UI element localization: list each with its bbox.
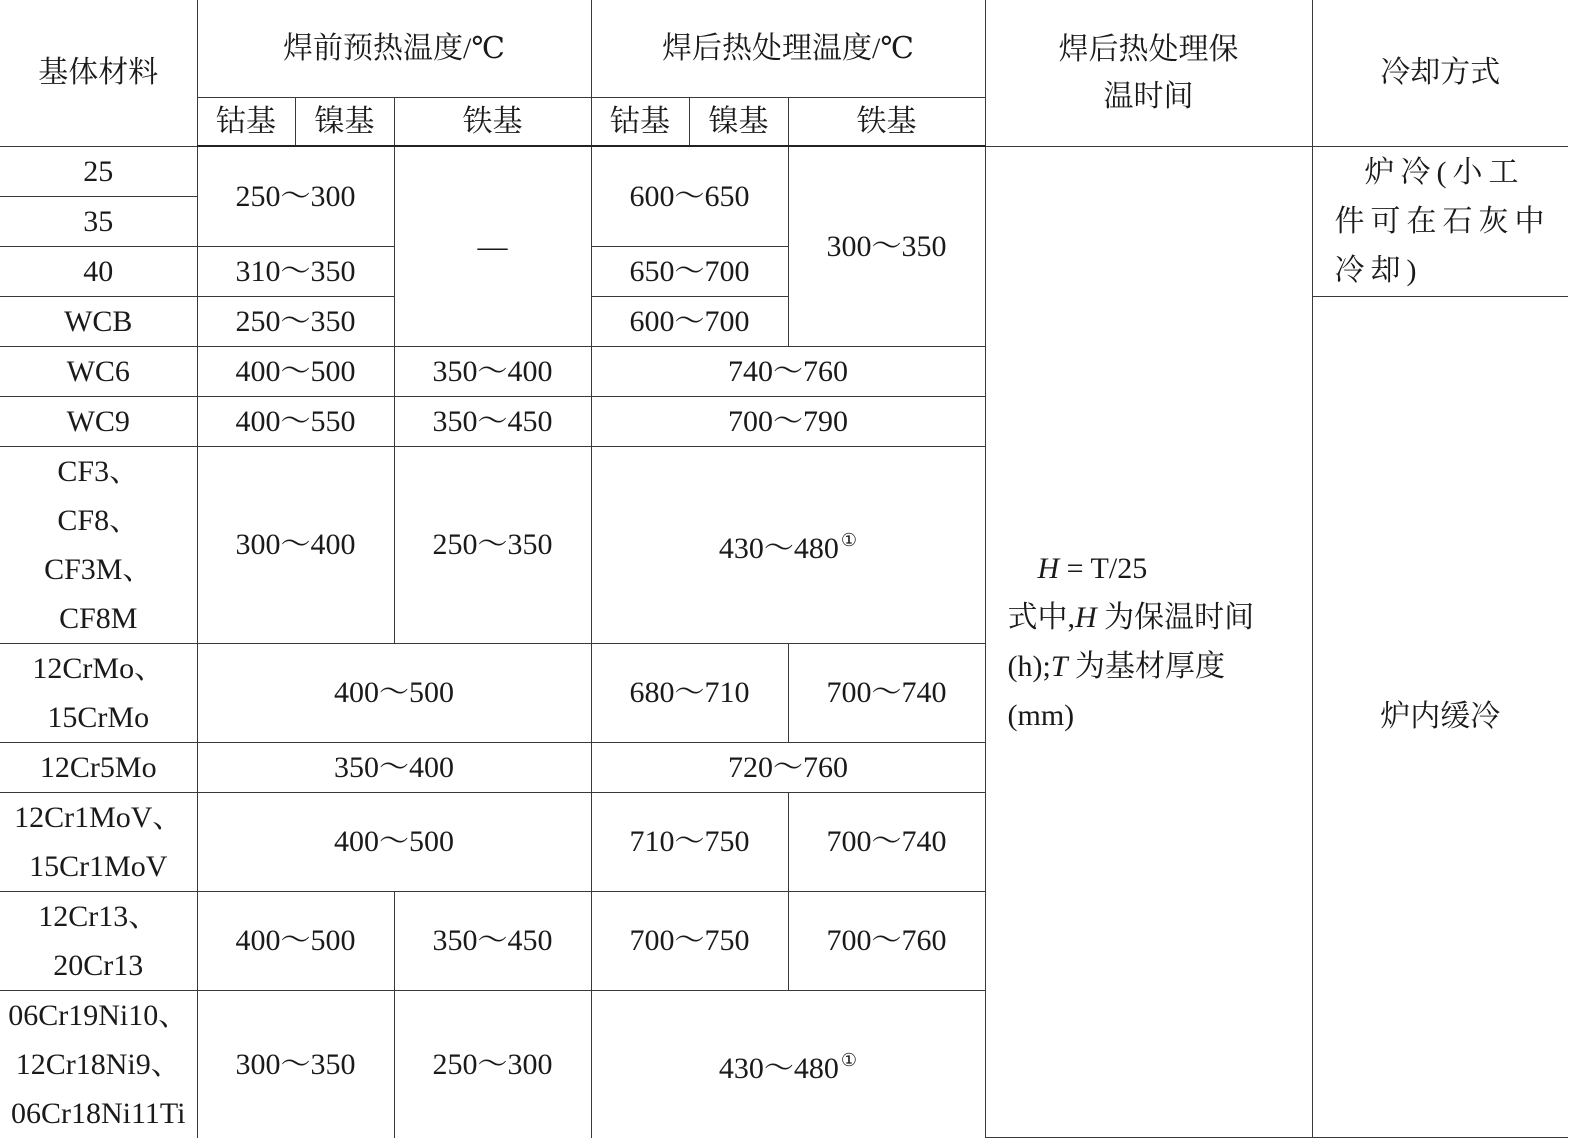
table-row	[0, 146, 1568, 196]
cooling-furnace-small-parts: 炉冷(小工 件可在石灰中 冷却)	[1312, 146, 1568, 296]
header-preheat: 焊前预热温度/℃	[197, 0, 591, 98]
value-cell: 400～550	[197, 396, 394, 446]
material-cell: 12Cr13、 20Cr13	[0, 891, 197, 990]
hold-time-note: H = T/25 式中,H 为保温时间 (h);T 为基材厚度 (mm)	[985, 146, 1312, 1138]
material-cell: 12Cr1MoV、 15Cr1MoV	[0, 792, 197, 891]
header-pwht-nickel: 镍基	[689, 98, 788, 147]
value-cell: 700～740	[788, 643, 985, 742]
value-cell: 600～650	[591, 146, 788, 246]
header-pwht: 焊后热处理温度/℃	[591, 0, 985, 98]
material-cell: WC6	[0, 346, 197, 396]
value-cell: 430～480 ①	[591, 990, 985, 1138]
header-preheat-nickel: 镍基	[295, 98, 394, 147]
material-cell: 12CrMo、 15CrMo	[0, 643, 197, 742]
material-cell: WC9	[0, 396, 197, 446]
footnote-marker: ①	[840, 530, 858, 550]
value-cell: 250～300	[197, 146, 394, 246]
value-cell: 350～400	[197, 742, 591, 792]
value-cell: 400～500	[197, 346, 394, 396]
value-cell: 400～500	[197, 891, 394, 990]
value-cell: 740～760	[591, 346, 985, 396]
value-cell: 400～500	[197, 792, 591, 891]
value-cell: 250～350	[197, 296, 394, 346]
header-base-material: 基体材料	[0, 0, 197, 146]
header-preheat-cobalt: 钴基	[197, 98, 295, 147]
value-cell: 300～400	[197, 446, 394, 643]
header-hold-time: 焊后热处理保 温时间	[985, 0, 1312, 146]
value-cell: 680～710	[591, 643, 788, 742]
value-cell: 650～700	[591, 246, 788, 296]
material-cell: WCB	[0, 296, 197, 346]
header-pwht-iron: 铁基	[788, 98, 985, 147]
footnote-marker: ①	[840, 1049, 858, 1070]
value-cell: 720～760	[591, 742, 985, 792]
value-cell: —	[394, 146, 591, 346]
value-cell: 700～760	[788, 891, 985, 990]
header-cooling: 冷却方式	[1312, 0, 1568, 146]
value-cell: 300～350	[788, 146, 985, 346]
value-cell: 430～480 ①	[591, 446, 985, 643]
cooling-furnace-slow: 炉内缓冷	[1312, 296, 1568, 1138]
value-cell: 700～740	[788, 792, 985, 891]
value-cell: 400～500	[197, 643, 591, 742]
material-cell: 06Cr19Ni10、 12Cr18Ni9、 06Cr18Ni11Ti	[0, 990, 197, 1138]
material-cell: 35	[0, 196, 197, 246]
value-cell: 600～700	[591, 296, 788, 346]
table-row	[0, 296, 1568, 346]
value-cell: 700～790	[591, 396, 985, 446]
value-cell: 250～300	[394, 990, 591, 1138]
value-cell: 700～750	[591, 891, 788, 990]
material-cell: 25	[0, 146, 197, 196]
value-cell: 350～450	[394, 396, 591, 446]
value-cell: 710～750	[591, 792, 788, 891]
header-pwht-cobalt: 钴基	[591, 98, 689, 147]
value-cell: 250～350	[394, 446, 591, 643]
material-cell: 40	[0, 246, 197, 296]
header-preheat-iron: 铁基	[394, 98, 591, 147]
value-cell: 350～400	[394, 346, 591, 396]
material-cell: CF3、 CF8、 CF3M、 CF8M	[0, 446, 197, 643]
value-cell: 310～350	[197, 246, 394, 296]
material-cell: 12Cr5Mo	[0, 742, 197, 792]
value-cell: 300～350	[197, 990, 394, 1138]
value-cell: 350～450	[394, 891, 591, 990]
